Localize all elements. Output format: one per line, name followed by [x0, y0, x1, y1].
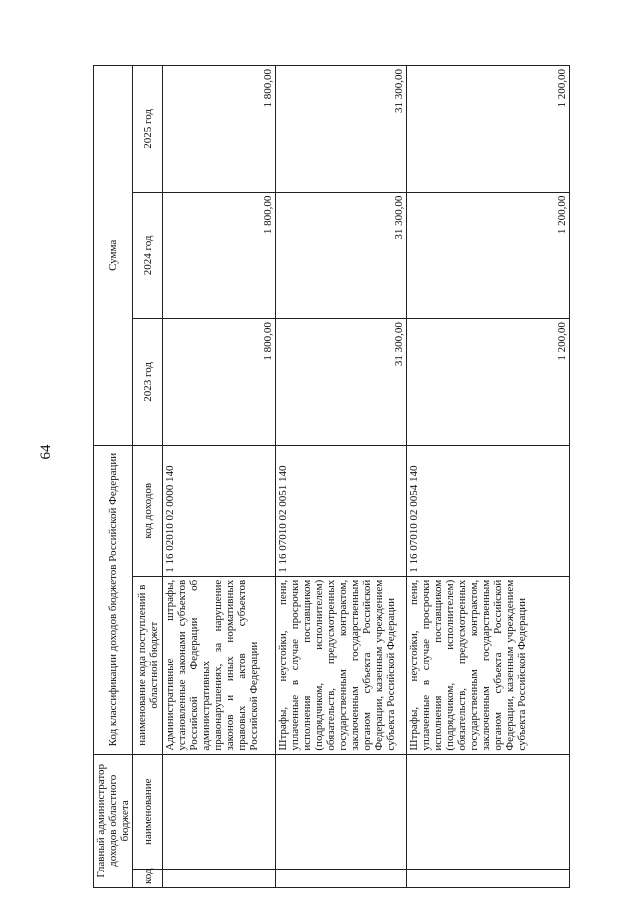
- header-koddoh: код доходов: [133, 445, 163, 576]
- header-sum: Сумма: [94, 66, 133, 446]
- cell-2023: 1 200,00: [407, 319, 570, 446]
- header-2024: 2024 год: [133, 192, 163, 319]
- cell-naimkod: Административные штрафы, установленные законами субъектов Российской Федерации об административных правонарушениях, за нарушение законов и иных нормативных правовых актов субъектов Российской Федерации: [163, 576, 276, 754]
- header-2023: 2023 год: [133, 319, 163, 446]
- cell-kod: [163, 869, 276, 887]
- cell-naimkod: Штрафы, неустойки, пени, уплаченные в случае просрочки исполнения поставщиком (подрядчиком, исполнителем) обязательств, предусмотренных государственным контрактом, заключенным государственным органом субъекта Российской Федерации, казенным учреждением субъекта Российской Федерации: [407, 576, 570, 754]
- cell-naim: [407, 754, 570, 869]
- cell-koddoh: 1 16 07010 02 0054 140: [407, 445, 570, 576]
- page-number: 64: [38, 444, 54, 460]
- cell-2023: 1 800,00: [163, 319, 276, 446]
- cell-2024: 31 300,00: [276, 192, 407, 319]
- rotated-table-container: [93, 65, 570, 888]
- table-body: [163, 66, 570, 888]
- revenue-table: [93, 65, 570, 888]
- cell-koddoh: 1 16 02010 02 0000 140: [163, 445, 276, 576]
- header-admin: Главный администратор доходов областного бюджета: [94, 754, 133, 887]
- cell-2023: 31 300,00: [276, 319, 407, 446]
- cell-kod: [407, 869, 570, 887]
- cell-naim: [276, 754, 407, 869]
- cell-2024: 1 200,00: [407, 192, 570, 319]
- table-row: [276, 66, 407, 888]
- cell-2025: 31 300,00: [276, 66, 407, 193]
- cell-naimkod: Штрафы, неустойки, пени, уплаченные в случае просрочки исполнения поставщиком (подрядчиком, исполнителем) обязательств, предусмотренных государственным контрактом, заключенным государственным органом субъекта Российской Федерации, казенным учреждением субъекта Российской Федерации: [276, 576, 407, 754]
- header-classification: Код классификации доходов бюджетов Российской Федерации: [94, 445, 133, 754]
- header-naim: наименование: [133, 754, 163, 869]
- cell-2025: 1 200,00: [407, 66, 570, 193]
- header-2025: 2025 год: [133, 66, 163, 193]
- cell-naim: [163, 754, 276, 869]
- table-row: [407, 66, 570, 888]
- header-naimkod: наименование кода поступлений в областной бюджет: [133, 576, 163, 754]
- cell-kod: [276, 869, 407, 887]
- table-row: [163, 66, 276, 888]
- cell-2025: 1 800,00: [163, 66, 276, 193]
- cell-koddoh: 1 16 07010 02 0051 140: [276, 445, 407, 576]
- header-kod: код: [133, 869, 163, 887]
- cell-2024: 1 800,00: [163, 192, 276, 319]
